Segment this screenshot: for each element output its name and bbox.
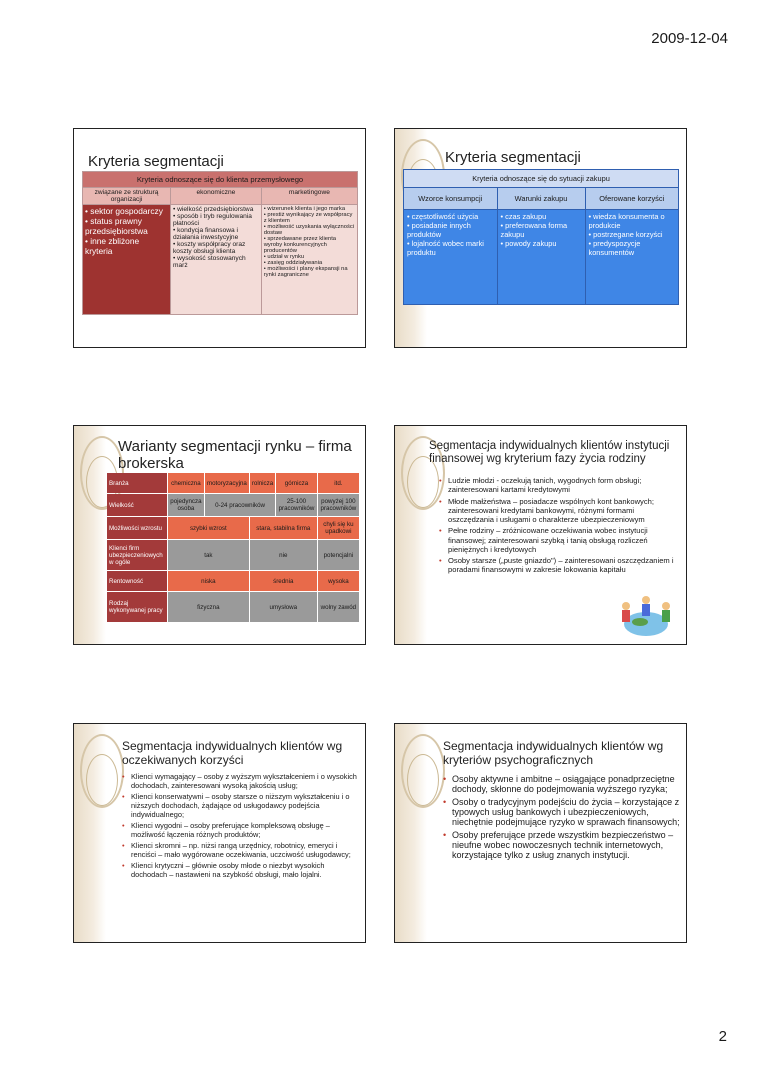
slide-title: Warianty segmentacji rynku – firma brokerska	[118, 438, 352, 473]
table-cell: szybki wzrost	[168, 517, 249, 539]
table-cell: wysoka	[318, 571, 359, 591]
column-header: Warunki zakupu	[497, 188, 585, 210]
table-title: Kryteria odnoszące się do sytuacji zakupu	[404, 170, 679, 188]
slide-decoration	[74, 426, 106, 644]
row-label: Klienci firm ubezpieczeniowych w ogóle	[107, 540, 167, 570]
table-cell: średnia	[250, 571, 317, 591]
cell-line: • preferowana forma zakupu	[500, 221, 568, 239]
list-item: • Klienci krytyczni – głównie osoby młode o niezbyt wysokich dochodach – nastawieni na szybkość obsługi, mało lojalni.	[122, 861, 360, 879]
cell-line: • kondycja finansowa i działania inwestycyjne	[173, 227, 239, 241]
cell-line: • wysokość stosowanych marż	[173, 255, 246, 269]
cell-line: • sposób i tryb regulowania płatności	[173, 213, 252, 227]
cell-line: • zasięg oddziaływania	[263, 260, 323, 266]
column-header: marketingowe	[261, 188, 357, 205]
column-header: ekonomiczne	[171, 188, 262, 205]
list-item: • Osoby o tradycyjnym podejściu do życia – korzystające z typowych usług bankowych i ubezpieczeniowych, niechętnie podejmujące ryzyko w sprawach finansowych;	[443, 797, 681, 828]
list-item: • Osoby preferujące przede wszystkim bezpieczeństwo – nieufne wobec nowoczesnych technik internetowych, korzystające tylko z usług znanych instytucji.	[443, 830, 681, 861]
table-cell: stara, stabilna firma	[250, 517, 317, 539]
table-cell: wolny zawód	[318, 592, 359, 622]
cell-line: • sprzedawane przez klienta wyroby konkurencyjnych producentów	[263, 236, 337, 254]
cell-line: • koszty współpracy oraz koszty obsługi klienta	[173, 241, 246, 255]
list-item: • Klienci skromni – np. niżsi rangą urzędnicy, robotnicy, emeryci i renciści – mało wygórowane oczekiwania, uczciwość usługodawcy;	[122, 841, 360, 859]
slide-title: Kryteria segmentacji	[445, 149, 581, 166]
row-label: Wielkość	[107, 494, 167, 516]
row-label: Rentowność	[107, 571, 167, 591]
column-header: Wzorce konsumpcji	[404, 188, 498, 210]
table-cell: 0-24 pracowników	[205, 494, 275, 516]
slide-title: Segmentacja indywidualnych klientów wg kryteriów psychograficznych	[443, 739, 664, 767]
cell-line: • posiadanie innych produktów	[407, 221, 471, 239]
row-label: Możliwości wzrostu	[107, 517, 167, 539]
slide-title: Kryteria segmentacji	[88, 153, 224, 170]
cell-line: • częstotliwość użycia	[407, 212, 479, 221]
cell-line: • prestiż wynikający ze współpracy z klientem	[263, 212, 353, 224]
table-cell: pojedyncza osoba	[168, 494, 204, 516]
table-cell	[83, 205, 171, 315]
cell-line: • status prawny przedsiębiorstwa	[85, 216, 148, 236]
cell-line: • możliwości i plany ekspansji na rynki zagraniczne	[263, 266, 348, 278]
print-date: 2009-12-04	[651, 30, 728, 47]
cell-line: • wiedza konsumenta o produkcie	[588, 212, 665, 230]
cell-line: • czas zakupu	[500, 212, 547, 221]
broker-segmentation-table	[106, 472, 360, 623]
table-title: Kryteria odnoszące się do klienta przemysłowego	[83, 172, 358, 188]
table-cell	[171, 205, 262, 315]
row-label: Branża	[107, 473, 167, 493]
slide-5	[73, 723, 366, 943]
table-cell	[497, 210, 585, 305]
column-header: związane ze strukturą organizacji	[83, 188, 171, 205]
table-cell: 25-100 pracowników	[276, 494, 317, 516]
slide-3	[73, 425, 366, 645]
slide-title: Segmentacja indywidualnych klientów instytucji finansowej wg kryterium fazy życia rodziny	[429, 440, 670, 466]
list-item: • Ludzie młodzi - oczekują tanich, wygodnych form obsługi; zainteresowani kartami kredytowymi	[439, 476, 679, 495]
page-number: 2	[718, 1028, 727, 1045]
cell-line: • wizerunek klienta i jego marka	[263, 206, 346, 212]
bullet-list	[443, 774, 681, 863]
table-cell: rolnicza	[250, 473, 275, 493]
cell-line: • postrzegane korzyści	[588, 230, 663, 239]
cell-line: • sektor gospodarczy	[85, 206, 163, 216]
cell-line: • wielkość przedsiębiorstwa	[173, 206, 254, 213]
bullet-list	[439, 476, 679, 577]
bullet-list	[122, 772, 360, 881]
table-cell: chemiczna	[168, 473, 204, 493]
list-item: • Klienci wymagający – osoby z wyższym wykształceniem i o wysokich dochodach, zainteresowani wysoką jakością usług;	[122, 772, 360, 790]
row-label: Rodzaj wykonywanej pracy	[107, 592, 167, 622]
slide-1	[73, 128, 366, 348]
list-item: • Osoby aktywne i ambitne – osiągające ponadprzeciętne dochody, skłonne do podejmowania wyższego ryzyka;	[443, 774, 681, 795]
list-item: • Młode małżeństwa – posiadacze wspólnych kont bankowych; zainteresowani kredytami bankowymi, różnymi formami oszczędzania i usługami o charakterze ubezpieczeniowym	[439, 497, 679, 525]
list-item: • Klienci konserwatywni – osoby starsze o niższym wykształceniu i o niższych dochodach, żądające od usługodawcy podejścia indywidualnego;	[122, 792, 360, 819]
table-cell: górnicza	[276, 473, 317, 493]
table-cell: motoryzacyjna	[205, 473, 249, 493]
list-item: • Pełne rodziny – zróżnicowane oczekiwania wobec instytucji finansowej; zainteresowani szybką i tanią obsługą rozliczeń pieniężnych i kredytowych	[439, 526, 679, 554]
cell-line: • inne zbliżone kryteria	[85, 236, 140, 256]
slide-decoration	[395, 426, 427, 644]
cell-line: • udział w rynku	[263, 254, 305, 260]
table-cell: itd.	[318, 473, 359, 493]
people-globe-icon	[616, 594, 676, 638]
purchase-situation-table	[403, 169, 679, 305]
table-cell	[261, 205, 357, 315]
slide-decoration	[395, 724, 427, 942]
slide-decoration	[74, 724, 106, 942]
list-item: • Klienci wygodni – osoby preferujące kompleksową obsługę – możliwość łączenia różnych produktów;	[122, 821, 360, 839]
client-industrial-table	[82, 171, 358, 315]
table-cell: chyli się ku upadkowi	[318, 517, 359, 539]
table-cell: powyżej 100 pracowników	[318, 494, 359, 516]
slide-title: Segmentacja indywidualnych klientów wg oczekiwanych korzyści	[122, 739, 343, 767]
cell-line: • powody zakupu	[500, 239, 557, 248]
table-cell: umysłowa	[250, 592, 317, 622]
cell-line: • lojalność wobec marki produktu	[407, 239, 484, 257]
cell-line: • predyspozycje konsumentów	[588, 239, 641, 257]
list-item: • Osoby starsze („puste gniazdo") – zainteresowani oszczędzaniem i poradami finansowymi w zakresie lokowania kapitału	[439, 556, 679, 575]
table-cell: tak	[168, 540, 249, 570]
table-cell	[404, 210, 498, 305]
column-header: Oferowane korzyści	[585, 188, 679, 210]
table-cell: potencjalni	[318, 540, 359, 570]
table-cell: nie	[250, 540, 317, 570]
table-cell: fizyczna	[168, 592, 249, 622]
table-cell	[585, 210, 679, 305]
cell-line: • możliwość uzyskania wyłączności dostaw	[263, 224, 355, 236]
slide-2	[394, 128, 687, 348]
slide-4	[394, 425, 687, 645]
slide-6	[394, 723, 687, 943]
table-cell: niska	[168, 571, 249, 591]
